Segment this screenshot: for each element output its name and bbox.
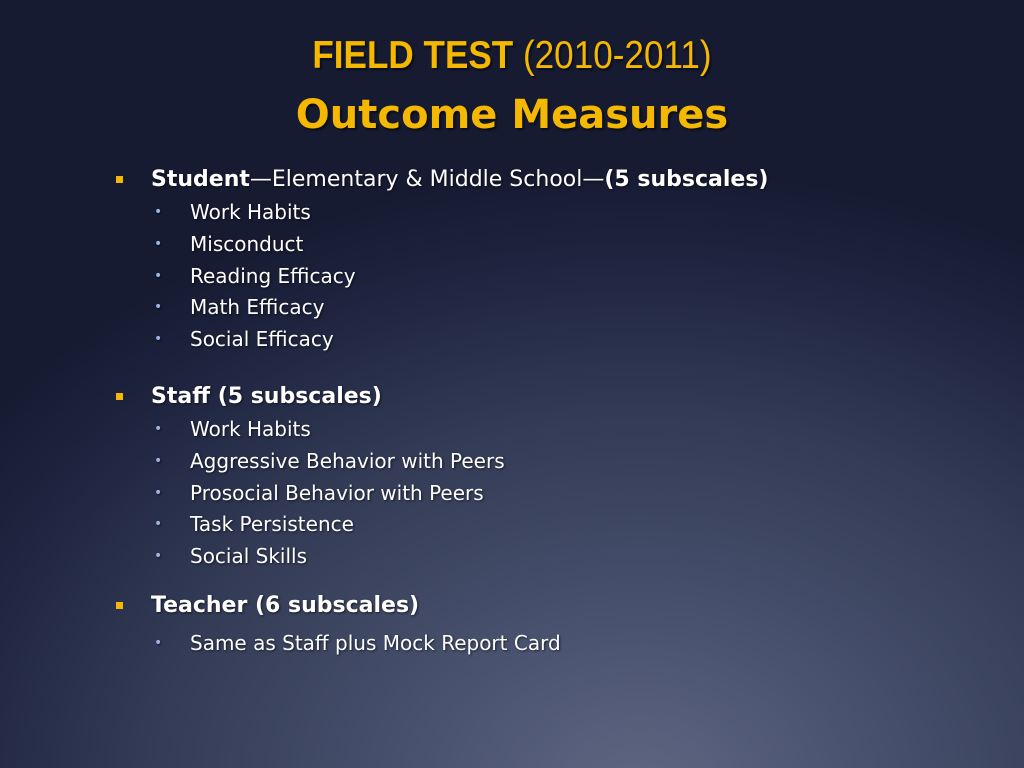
dot-bullet-icon: • (154, 421, 163, 437)
dot-bullet-icon: • (154, 204, 163, 220)
staff-item-3: Prosocial Behavior with Peers (190, 480, 484, 505)
dot-bullet-icon: • (154, 516, 163, 533)
dot-bullet-icon: • (154, 452, 163, 469)
student-item-2: Misconduct (190, 231, 304, 256)
dot-bullet-icon: • (154, 331, 163, 347)
list-item (0, 414, 1024, 446)
staff-item-5: Social Skills (190, 544, 308, 568)
dot-bullet-icon: • (154, 299, 163, 316)
staff-label: Staff (5 subscales) (151, 384, 382, 409)
list-item (0, 446, 1024, 478)
list-item (0, 324, 1024, 356)
staff-heading (0, 380, 1024, 414)
list-item (0, 628, 1024, 660)
title-field-test: FIELD TEST (312, 34, 514, 77)
teacher-item-1: Same as Staff plus Mock Report Card (190, 631, 561, 655)
square-bullet-icon (116, 602, 123, 609)
list-item (0, 509, 1024, 541)
list-item (0, 261, 1024, 293)
list-item (0, 478, 1024, 510)
student-item-4: Math Efficacy (190, 295, 325, 320)
staff-item-2: Aggressive Behavior with Peers (190, 448, 505, 473)
list-item (0, 292, 1024, 324)
teacher-heading (0, 589, 1024, 623)
dot-bullet-icon: • (154, 267, 163, 284)
list-item (0, 229, 1024, 261)
student-label: Student (151, 167, 250, 192)
teacher-label: Teacher (6 subscales) (151, 593, 420, 618)
dot-bullet-icon: • (154, 635, 163, 651)
list-item (0, 541, 1024, 573)
staff-section (0, 380, 1024, 573)
student-item-5: Social Efficacy (190, 327, 334, 351)
title-years: (2010-2011) (513, 34, 712, 77)
dot-bullet-icon: • (154, 548, 163, 564)
student-item-1: Work Habits (190, 200, 311, 224)
slide-title-line2: Outcome Measures (295, 92, 729, 138)
student-item-3: Reading Efficacy (190, 263, 356, 288)
list-item (0, 197, 1024, 229)
slide-title-line1 (51, 32, 973, 80)
teacher-section (0, 589, 1024, 660)
student-section (0, 163, 1024, 356)
dot-bullet-icon: • (154, 484, 163, 501)
student-description: —Elementary & Middle School— (249, 167, 605, 192)
staff-item-1: Work Habits (190, 417, 311, 441)
dot-bullet-icon: • (154, 235, 163, 252)
student-heading (0, 163, 1024, 197)
staff-item-4: Task Persistence (190, 512, 354, 537)
square-bullet-icon (116, 393, 123, 400)
student-count: (5 subscales) (604, 167, 769, 192)
square-bullet-icon (116, 176, 123, 183)
